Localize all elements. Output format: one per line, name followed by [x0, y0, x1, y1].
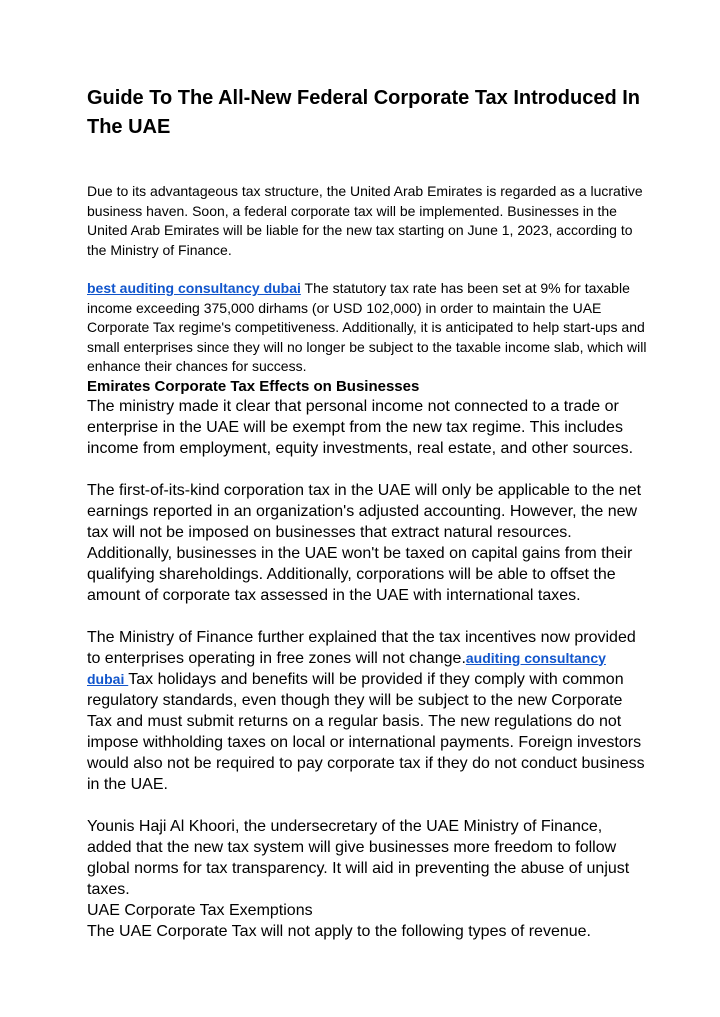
- section-heading-exemptions: UAE Corporate Tax Exemptions: [87, 901, 313, 919]
- undersecretary-paragraph: Younis Haji Al Khoori, the undersecretary of the UAE Ministry of Finance, added that the new tax system will give businesses more freedom to follow global norms for tax transparency. It will aid in preventing the abuse of unjust taxes.: [87, 817, 630, 898]
- best-auditing-consultancy-link[interactable]: best auditing consultancy dubai: [87, 280, 301, 296]
- page-title: Guide To The All-New Federal Corporate Tax Introduced In The UAE: [87, 87, 641, 138]
- corporation-tax-paragraph: The first-of-its-kind corporation tax in the UAE will only be applicable to the net earnings reported in an organization's adjusted accounting. However, the new tax will not be imposed on businesses that extract natural resources. Additionally, businesses in the UAE won't be taxed on capital gains from their qualifying shareholdings. Additionally, corporations will be able to offset the amount of corporate tax assessed in the UAE with international taxes.: [87, 481, 642, 604]
- free-zones-text-before: The Ministry of Finance further explained that the tax incentives now provided to enterprises operating in free zones will not change.: [87, 628, 636, 667]
- document-page: [87, 84, 647, 942]
- auditing-consultancy-link[interactable]: auditing consultancy dubai: [87, 649, 606, 687]
- exemptions-paragraph: The UAE Corporate Tax will not apply to the following types of revenue.: [87, 922, 591, 940]
- tax-rate-text: The statutory tax rate has been set at 9% for taxable income exceeding 375,000 dirhams (or USD 102,000) in order to maintain the UAE Corporate Tax regime's competitiveness. Additionally, it is anticipated to help start-ups and small enterprises since they will no longer be subject to the taxable income slab, which will enhance their chances for success.: [87, 280, 647, 374]
- section-heading-effects: Emirates Corporate Tax Effects on Businesses: [87, 377, 420, 395]
- intro-paragraph: Due to its advantageous tax structure, the United Arab Emirates is regarded as a lucrative business haven. Soon, a federal corporate tax will be implemented. Businesses in the United Arab Emirates will be liable for the new tax starting on June 1, 2023, according to the Ministry of Finance.: [87, 183, 643, 258]
- free-zones-text-after: Tax holidays and benefits will be provided if they comply with common regulatory standards, even though they will be subject to the new Corporate Tax and must submit returns on a regular basis. The new regulations do not impose withholding taxes on local or international payments. Foreign investors would also not be required to pay corporate tax if they do not conduct business in the UAE.: [87, 670, 645, 793]
- tax-rate-paragraph: [87, 279, 647, 377]
- free-zones-paragraph: [87, 627, 647, 795]
- personal-income-paragraph: The ministry made it clear that personal income not connected to a trade or enterprise in the UAE will be exempt from the new tax regime. This includes income from employment, equity investments, real estate, and other sources.: [87, 397, 634, 457]
